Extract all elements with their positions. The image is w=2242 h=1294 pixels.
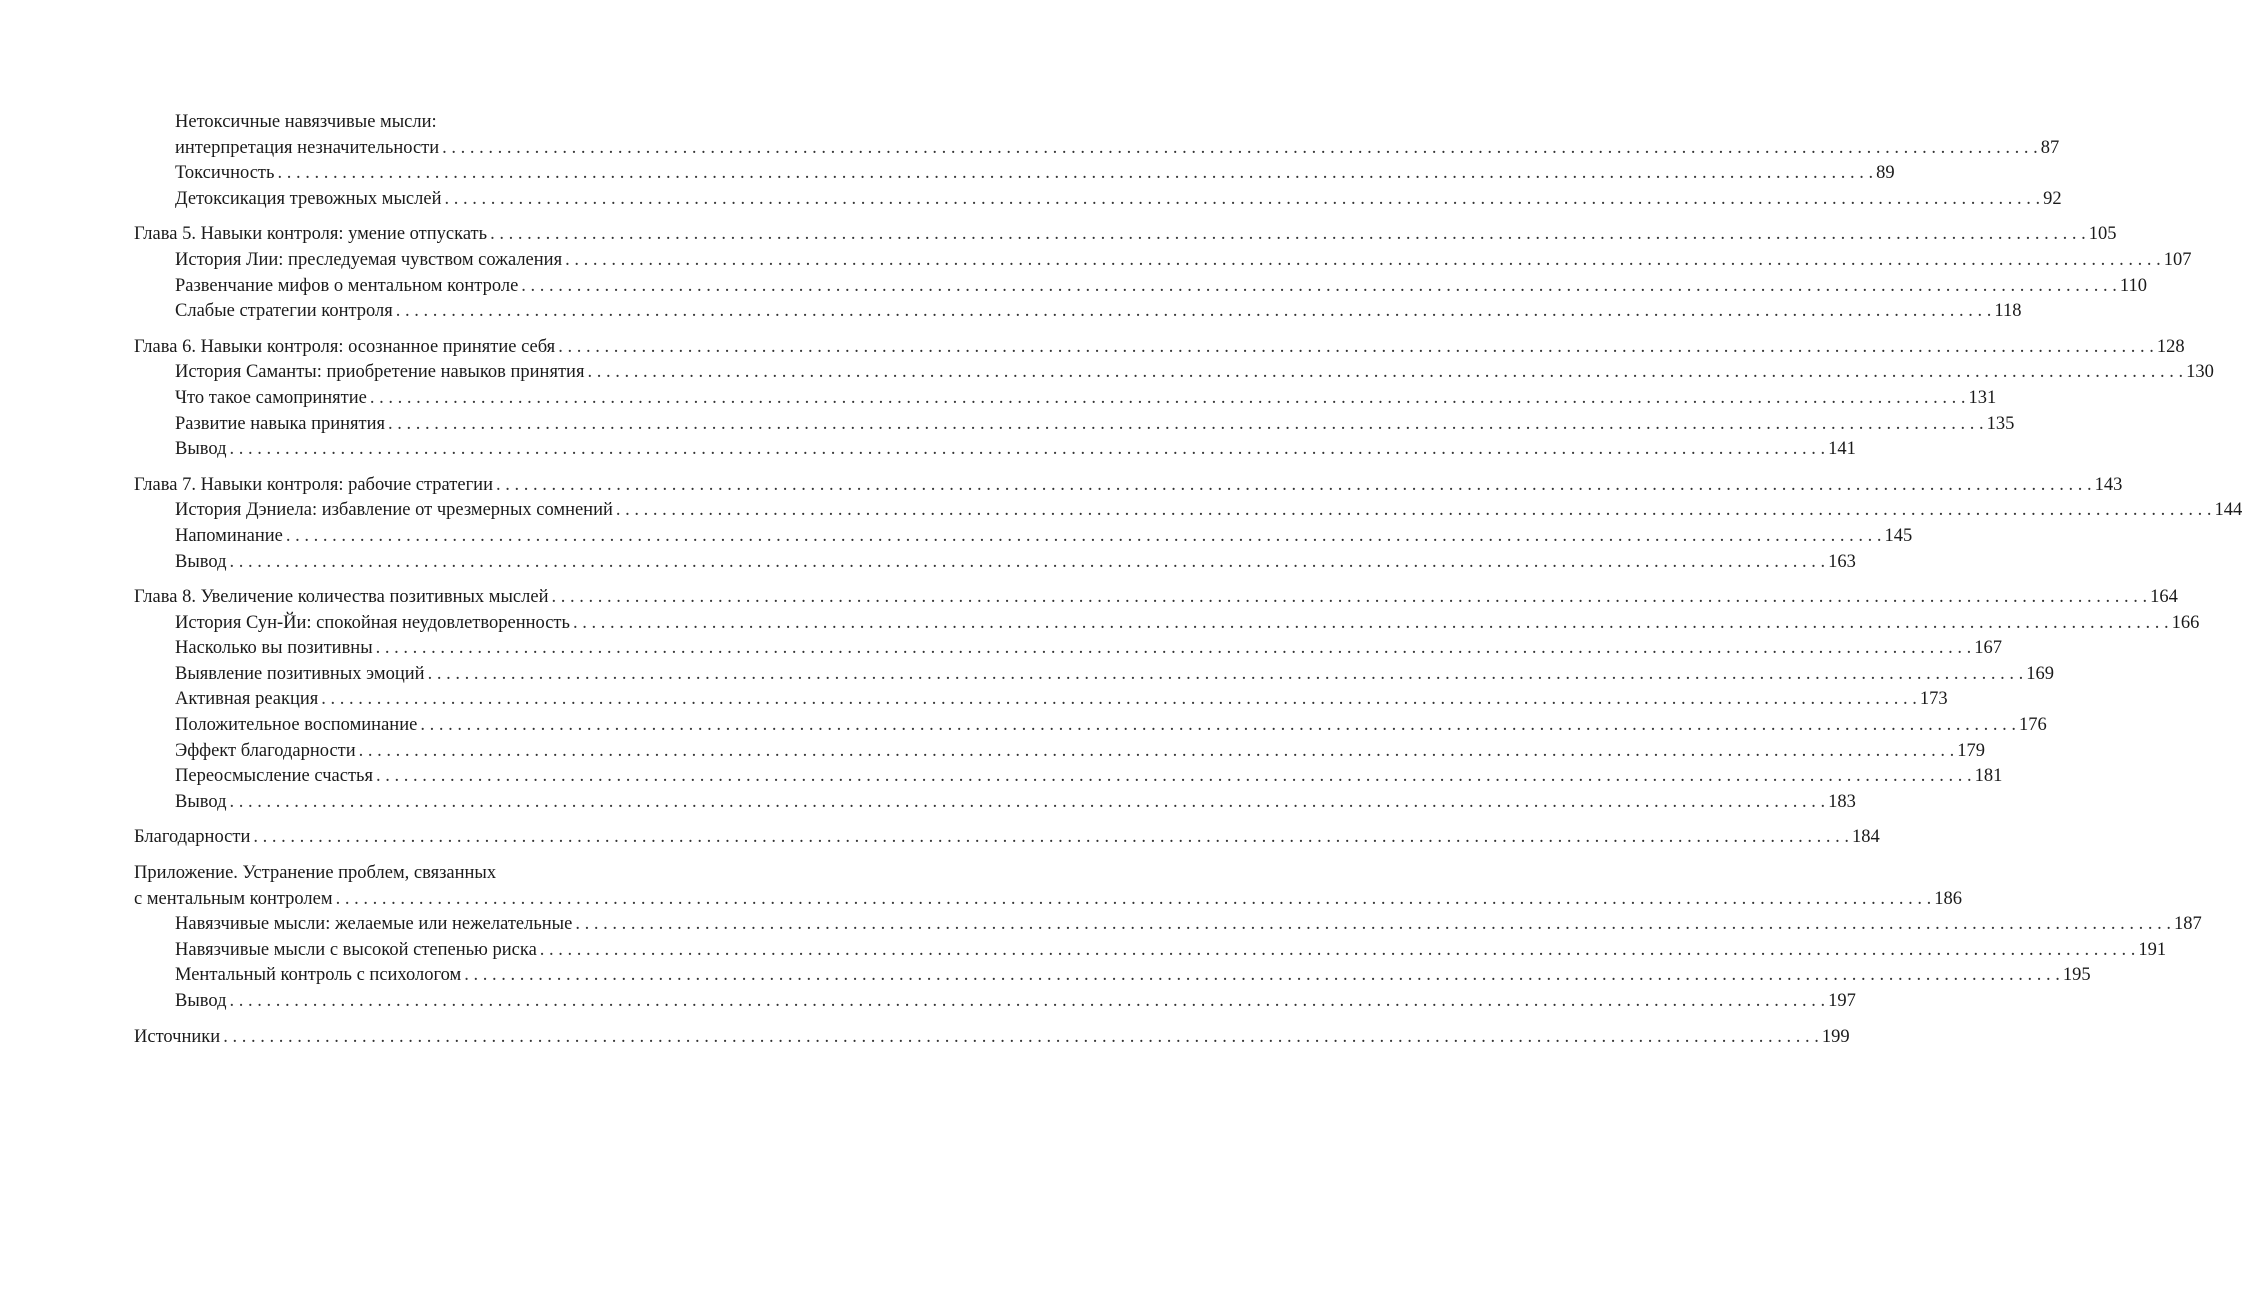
dot-leader [551,585,2147,611]
chapter-entry-page-number: 184 [1851,827,1880,848]
section-entry-page-number: 176 [2018,715,2047,736]
section-entry-title: Развенчание мифов о ментальном контроле [175,275,519,296]
section-entry[interactable] [134,136,2060,162]
section-entry[interactable] [134,437,1856,463]
section-entry-title: Активная реакция [175,689,319,710]
chapter-entry[interactable] [134,1025,1850,1051]
section-entry-title: История Лии: преследуемая чувством сожаления [175,249,563,270]
section-entry-title: Положительное воспоминание [175,715,418,736]
section-entry-title: Ментальный контроль с психологом [175,965,462,986]
section-entry[interactable] [134,963,2091,989]
dot-leader [336,887,1932,913]
section-entry-page-number: 191 [2138,939,2167,960]
section-entry[interactable] [134,161,1895,187]
toc-section [134,222,2192,324]
dot-leader [396,299,1992,325]
section-entry-title: Вывод [175,439,227,460]
section-entry-page-number: 118 [1994,301,2022,322]
section-entry-page-number: 173 [1919,689,1948,710]
section-entry[interactable] [134,713,2047,739]
chapter-entry-title: Глава 5. Навыки контроля: умение отпускать [134,224,488,245]
toc-section [134,335,2214,463]
section-entry-title: Насколько вы позитивны [175,638,373,659]
dot-leader [558,335,2154,361]
section-entry-title: Напоминание [175,525,283,546]
toc-section [134,473,2242,575]
section-entry-page-number: 183 [1828,791,1856,812]
toc-section [134,1025,1850,1051]
section-entry-title: Что такое самопринятие [175,387,367,408]
dot-leader [587,360,2183,386]
toc-section [134,585,2200,815]
chapter-entry-title: Глава 6. Навыки контроля: осознанное принятие себя [134,336,556,357]
dot-leader [253,825,1849,851]
section-entry[interactable] [134,636,2003,662]
section-entry-title: История Дэниела: избавление от чрезмерных сомнений [175,500,613,521]
dot-leader [230,989,1826,1015]
section-entry[interactable] [134,187,2062,213]
chapter-entry-title: Глава 7. Навыки контроля: рабочие стратегии [134,474,493,495]
section-entry-page-number: 167 [1974,638,2003,659]
section-entry[interactable] [134,248,2192,274]
dot-leader [359,739,1955,765]
section-entry-title: Эффект благодарности [175,740,356,761]
section-entry[interactable] [134,524,1913,550]
section-entry-page-number: 179 [1957,740,1986,761]
section-entry-page-number: 107 [2163,249,2192,270]
section-entry[interactable] [134,912,2202,938]
chapter-entry-page-number: 143 [2094,474,2123,495]
section-entry-title: Навязчивые мысли с высокой степенью риска [175,939,537,960]
chapter-entry-title: Источники [134,1026,221,1047]
dot-leader [445,187,2041,213]
dot-leader [420,713,2016,739]
section-entry-page-number: 195 [2062,965,2091,986]
dot-leader [376,764,1972,790]
dot-leader [376,636,1972,662]
section-entry-page-number: 169 [2026,663,2054,684]
toc-section [134,825,1880,851]
section-entry[interactable] [134,274,2147,300]
section-entry-title: Токсичность [175,163,275,184]
section-entry-page-number: 141 [1828,439,1856,460]
section-entry-title: Развитие навыка принятия [175,413,386,434]
chapter-entry-page-number: 164 [2150,587,2178,608]
section-entry-title: Вывод [175,551,227,572]
dot-leader [496,473,2092,499]
dot-leader [370,386,1966,412]
section-entry-title: Вывод [175,791,227,812]
section-entry-page-number: 87 [2040,137,2060,158]
dot-leader [540,938,2136,964]
section-entry[interactable] [134,386,1997,412]
chapter-entry[interactable] [134,585,2178,611]
section-entry-title: Детоксикация тревожных мыслей [175,188,442,209]
section-entry[interactable] [134,790,1856,816]
dot-leader [490,222,2086,248]
section-entry[interactable] [134,989,1856,1015]
dot-leader [616,498,2212,524]
section-entry[interactable] [134,498,2242,524]
dot-leader [277,161,1873,187]
section-entry[interactable] [134,412,2015,438]
section-entry-title: Нетоксичные навязчивые мысли: [175,112,437,132]
dot-leader [230,550,1826,576]
chapter-entry-page-number: 128 [2156,336,2185,357]
section-entry-page-number: 110 [2119,275,2147,296]
chapter-entry-title: Благодарности [134,827,251,848]
section-entry-page-number: 144 [2214,500,2242,521]
section-entry-title: Вывод [175,991,227,1011]
chapter-entry-page-number: 199 [1821,1026,1850,1047]
section-entry-page-number: 135 [1986,413,2015,434]
section-entry-title: История Саманты: приобретение навыков принятия [175,362,585,383]
section-entry-page-number: 197 [1828,991,1856,1011]
chapter-entry[interactable] [134,335,2185,361]
section-entry-page-number: 187 [2173,914,2202,935]
section-entry-title: Навязчивые мысли: желаемые или нежелательные [175,914,573,935]
dot-leader [573,611,2169,637]
section-entry-page-number: 166 [2171,612,2200,633]
section-entry-title: интерпретация незначительности [175,137,440,158]
dot-leader [223,1025,1819,1051]
section-entry-page-number: 131 [1968,387,1997,408]
chapter-entry-page-number: 186 [1934,888,1962,909]
dot-leader [464,963,2060,989]
section-entry-title: Переосмысление счастья [175,766,373,787]
section-entry-page-number: 130 [2186,362,2214,383]
dot-leader [428,662,2024,688]
dot-leader [521,274,2117,300]
chapter-entry-title: Приложение. Устранение проблем, связанных [134,863,497,884]
chapter-entry[interactable] [134,222,2117,248]
toc-section [134,861,2202,1015]
section-entry[interactable] [134,360,2214,386]
section-entry-page-number: 89 [1876,163,1895,184]
chapter-entry-title: Глава 8. Увеличение количества позитивных мыслей [134,587,549,608]
section-entry-title: Выявление позитивных эмоций [175,663,425,684]
chapter-entry-title: с ментальным контролем [134,888,333,909]
section-entry[interactable] [134,611,2200,637]
section-entry-title: Слабые стратегии контроля [175,301,393,322]
section-entry[interactable] [134,299,2022,325]
dot-leader [388,412,1984,438]
toc-section [134,110,2062,212]
section-entry[interactable] [134,764,2003,790]
section-entry-page-number: 92 [2043,188,2062,209]
section-entry-page-number: 181 [1974,766,2003,787]
dot-leader [575,912,2171,938]
section-entry[interactable] [134,662,2054,688]
section-entry-title: История Сун-Йи: спокойная неудовлетворенность [175,612,570,633]
section-entry[interactable] [134,687,1948,713]
dot-leader [321,687,1917,713]
dot-leader [230,790,1826,816]
chapter-entry-page-number: 105 [2088,224,2117,245]
section-entry-page-number: 145 [1884,525,1913,546]
chapter-entry[interactable] [134,825,1880,851]
section-entry[interactable] [134,938,2167,964]
dot-leader [565,248,2161,274]
chapter-entry[interactable] [134,887,1962,913]
dot-leader [442,136,2038,162]
chapter-entry[interactable] [134,473,2123,499]
table-of-contents [134,110,2242,1060]
section-entry[interactable] [134,739,1986,765]
section-entry[interactable] [134,550,1856,576]
section-entry-page-number: 163 [1828,551,1856,572]
section-entry-title-continuation [134,110,862,136]
dot-leader [286,524,1882,550]
dot-leader [230,437,1826,463]
chapter-entry-title-continuation [134,861,862,887]
